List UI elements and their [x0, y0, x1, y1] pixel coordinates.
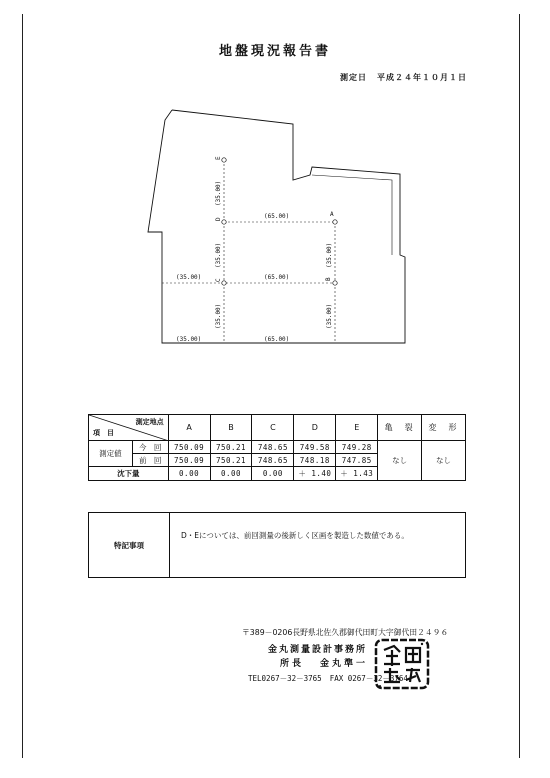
row-measured-label: 測定値 — [89, 441, 133, 467]
dim-bottom-right: (65.00) — [264, 336, 290, 343]
measurement-table — [88, 414, 466, 481]
point-d — [222, 220, 226, 224]
current-b: 750.21 — [210, 441, 252, 454]
dim-c-b: (65.00) — [264, 274, 290, 281]
label-b: B — [325, 277, 332, 281]
label-d: D — [215, 217, 222, 221]
point-e — [222, 158, 226, 162]
document-title: 地盤現況報告書 — [218, 44, 331, 59]
header-item-label: 項 目 — [93, 429, 114, 437]
chief-name: 金丸準一 — [320, 659, 369, 669]
special-notes-box — [88, 512, 466, 578]
dim-bottom-left: (35.00) — [176, 336, 202, 343]
settlement-c: 0.00 — [252, 467, 294, 481]
seal-stamp — [372, 636, 434, 692]
settlement-d: ＋ 1.40 — [294, 467, 336, 481]
current-d: 749.58 — [294, 441, 336, 454]
header-point-label: 測定地点 — [135, 418, 164, 426]
label-a: A — [330, 211, 334, 218]
point-b — [333, 281, 337, 285]
lot-outline-inner — [312, 175, 392, 255]
col-a: A — [168, 415, 210, 441]
settlement-e: ＋ 1.43 — [336, 467, 378, 481]
col-crack: 亀 裂 — [378, 415, 422, 441]
previous-b: 750.21 — [210, 454, 252, 467]
chief-title: 所長 — [280, 659, 305, 669]
col-d: D — [294, 415, 336, 441]
table-row-current — [89, 441, 466, 454]
row-settlement-label: 沈下量 — [89, 467, 169, 481]
col-c: C — [252, 415, 294, 441]
col-deform: 変 形 — [422, 415, 466, 441]
label-e: E — [215, 156, 222, 160]
table-header-row — [89, 415, 466, 441]
date-value: 平成２４年１０月１日 — [377, 73, 467, 82]
current-c: 748.65 — [252, 441, 294, 454]
dim-c-bottom: (35.00) — [215, 303, 222, 329]
dim-b-bottom: (35.00) — [326, 303, 333, 329]
point-c — [222, 281, 226, 285]
dim-d-c: (35.00) — [215, 242, 222, 268]
previous-c: 748.65 — [252, 454, 294, 467]
firm-tel: TEL0267－32－3765 — [248, 674, 322, 683]
firm-fax: FAX 0267－32－3764 — [329, 674, 408, 683]
dim-e-d: (35.00) — [215, 180, 222, 206]
crack-value: なし — [378, 441, 422, 481]
current-e: 749.28 — [336, 441, 378, 454]
special-notes-label: 特記事項 — [89, 513, 170, 577]
date-label: 測定日 — [340, 73, 367, 82]
label-c: C — [215, 278, 222, 282]
firm-chief — [280, 656, 384, 669]
col-e: E — [336, 415, 378, 441]
current-a: 750.09 — [168, 441, 210, 454]
firm-name: 金丸測量設計事務所 — [268, 645, 368, 655]
col-b: B — [210, 415, 252, 441]
lot-outline — [148, 110, 405, 343]
header-corner-cell — [89, 415, 169, 441]
dim-c-left: (35.00) — [176, 274, 202, 281]
deform-value: なし — [422, 441, 466, 481]
row-current-label: 今 回 — [132, 441, 168, 454]
previous-d: 748.18 — [294, 454, 336, 467]
firm-address: 〒389－0206長野県北佐久郡御代田町大字御代田２４９６ — [242, 628, 449, 637]
dim-d-a: (65.00) — [264, 213, 290, 220]
settlement-b: 0.00 — [210, 467, 252, 481]
dim-a-b: (35.00) — [326, 242, 333, 268]
special-notes-text: D・Eについては、前回測量の後新しく区画を製造した数値である。 — [181, 531, 409, 540]
row-previous-label: 前 回 — [132, 454, 168, 467]
point-a — [333, 220, 337, 224]
settlement-a: 0.00 — [168, 467, 210, 481]
previous-e: 747.85 — [336, 454, 378, 467]
previous-a: 750.09 — [168, 454, 210, 467]
